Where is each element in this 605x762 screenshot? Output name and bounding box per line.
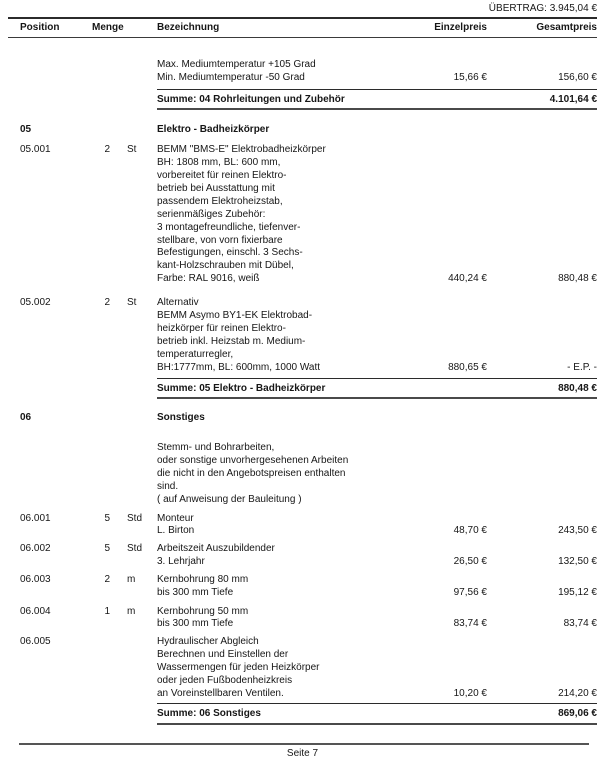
description-line: an Voreinstellbaren Ventilen. xyxy=(157,687,284,699)
total-price-cell: 243,50 € xyxy=(558,525,597,537)
position-cell xyxy=(20,442,92,507)
summary-total: 880,48 € xyxy=(558,382,597,394)
description-line: bis 300 mm Tiefe xyxy=(157,618,234,630)
spacer xyxy=(110,297,127,374)
column-header-bezeichnung: Bezeichnung xyxy=(157,22,220,33)
unit-cell xyxy=(127,124,157,137)
description-line: betrieb bei Ausstattung mit xyxy=(157,182,275,194)
section-row xyxy=(20,412,597,425)
position-cell: 05.001 xyxy=(20,144,51,156)
unit-cell: St xyxy=(127,297,137,309)
unit-cell xyxy=(127,59,157,85)
summary-total: 4.101,64 € xyxy=(549,93,597,105)
description-line: oder sonstige unvorhergesehenen Arbeiten xyxy=(157,454,349,466)
summary-label: Summe: 05 Elektro - Badheizkörper xyxy=(157,382,326,394)
quantity-cell xyxy=(92,636,110,701)
position-cell: 06.005 xyxy=(20,636,51,648)
unit-price-cell: 83,74 € xyxy=(453,618,487,630)
spacer xyxy=(110,144,127,286)
spacer xyxy=(110,59,127,85)
quantity-cell: 2 xyxy=(104,297,110,309)
description-line: bis 300 mm Tiefe xyxy=(157,587,234,599)
description-line: BEMM "BMS-E" Elektrobadheizkörper xyxy=(157,144,326,156)
quantity-cell: 2 xyxy=(104,144,110,156)
unit-cell: St xyxy=(127,144,137,156)
description-cell xyxy=(157,543,410,569)
description-cell xyxy=(157,442,410,507)
description-cell xyxy=(157,412,410,425)
total-price-cell: 214,20 € xyxy=(558,687,597,699)
description-line: die nicht in den Angebotspreisen enthalten xyxy=(157,467,346,479)
unit-cell: m xyxy=(127,605,136,617)
description-line: Wassermengen für jeden Heizkörper xyxy=(157,662,320,674)
spacer xyxy=(110,636,127,701)
total-price-cell: - E.P. - xyxy=(567,361,597,373)
position-cell: 06.003 xyxy=(20,574,51,586)
description-line: kant-Holzschrauben mit Dübel, xyxy=(157,260,294,272)
total-price-cell: 195,12 € xyxy=(558,587,597,599)
column-header-gesamtpreis: Gesamtpreis xyxy=(536,22,597,33)
section-row xyxy=(20,124,597,137)
total-price-cell: 132,50 € xyxy=(558,555,597,567)
unit-price-cell: 48,70 € xyxy=(453,525,487,537)
quantity-cell: 1 xyxy=(104,605,110,617)
unit-cell xyxy=(127,636,157,701)
quantity-cell: 5 xyxy=(104,512,110,524)
summary-row xyxy=(157,703,597,725)
note-row xyxy=(20,59,597,85)
spacer xyxy=(8,22,20,33)
position-cell: 05.002 xyxy=(20,297,51,309)
description-cell xyxy=(157,606,410,632)
description-line: BH: 1808 mm, BL: 600 mm, xyxy=(157,157,281,169)
spacer xyxy=(110,606,127,632)
description-cell xyxy=(157,574,410,600)
item-row xyxy=(20,297,597,374)
quantity-cell xyxy=(92,412,110,425)
column-headers-row xyxy=(8,19,597,37)
description-cell xyxy=(157,59,410,85)
description-line: stellbare, von vorn fixierbare xyxy=(157,234,283,246)
description-line: Min. Mediumtemperatur -50 Grad xyxy=(157,71,305,83)
position-cell: 06.002 xyxy=(20,542,51,554)
description-line: serienmäßiges Zubehör: xyxy=(157,208,266,220)
description-line: vorbereitet für reinen Elektro- xyxy=(157,170,287,182)
description-cell xyxy=(157,124,410,137)
table-header xyxy=(8,17,597,38)
description-line: passendem Elektroheizstab, xyxy=(157,195,283,207)
footer-divider xyxy=(19,743,589,745)
unit-price-cell: 10,20 € xyxy=(453,687,487,699)
description-line: Max. Mediumtemperatur +105 Grad xyxy=(157,59,316,70)
description-cell xyxy=(157,297,410,374)
position-cell: 06 xyxy=(20,412,32,424)
unit-cell: m xyxy=(127,574,136,586)
description-line: Hydraulischer Abgleich xyxy=(157,636,259,648)
spacer xyxy=(110,513,127,539)
description-cell xyxy=(157,144,410,286)
description-line: BEMM Asymo BY1-EK Elektrobad- xyxy=(157,310,313,322)
description-line: sind. xyxy=(157,480,179,492)
spacer xyxy=(110,412,127,425)
description-line: L. Birton xyxy=(157,525,195,537)
section-title: Elektro - Badheizkörper xyxy=(157,124,270,136)
description-line: oder jeden Fußbodenheizkreis xyxy=(157,675,293,687)
carryover-total: ÜBERTRAG: 3.945,04 € xyxy=(488,3,597,14)
description-cell xyxy=(157,636,410,701)
unit-price-cell: 15,66 € xyxy=(453,71,487,83)
total-price-cell: 156,60 € xyxy=(558,71,597,83)
quantity-cell: 2 xyxy=(104,574,110,586)
description-line: 3 montagefreundliche, tiefenver- xyxy=(157,221,301,233)
unit-cell: Std xyxy=(127,542,143,554)
item-row xyxy=(20,513,597,539)
quantity-cell xyxy=(92,442,110,507)
item-row xyxy=(20,636,597,701)
description-line: ( auf Anweisung der Bauleitung ) xyxy=(157,493,302,505)
unit-price-cell: 26,50 € xyxy=(453,555,487,567)
total-price-cell: 83,74 € xyxy=(563,618,597,630)
summary-total: 869,06 € xyxy=(558,708,597,720)
note-row xyxy=(20,442,597,507)
description-line: Stemm- und Bohrarbeiten, xyxy=(157,442,275,454)
summary-row xyxy=(157,378,597,400)
description-cell xyxy=(157,513,410,539)
item-row xyxy=(20,606,597,632)
position-cell: 06.004 xyxy=(20,605,51,617)
description-line: betrieb inkl. Heizstab m. Medium- xyxy=(157,335,306,347)
quantity-cell: 5 xyxy=(104,542,110,554)
spacer xyxy=(110,124,127,137)
description-line: heizkörper für reinen Elektro- xyxy=(157,323,286,334)
position-cell: 05 xyxy=(20,124,32,136)
total-price-cell: 880,48 € xyxy=(558,273,597,285)
unit-price-cell: 97,56 € xyxy=(453,587,487,599)
description-line: Arbeitszeit Auszubildender xyxy=(157,542,275,554)
column-header-position: Position xyxy=(20,22,60,33)
summary-label: Summe: 04 Rohrleitungen und Zubehör xyxy=(157,93,345,105)
description-line: temperaturregler, xyxy=(157,348,234,360)
description-line: Kernbohrung 50 mm xyxy=(157,605,249,617)
spacer xyxy=(110,442,127,507)
description-line: Kernbohrung 80 mm xyxy=(157,574,249,586)
quantity-cell xyxy=(92,124,110,137)
spacer xyxy=(110,543,127,569)
summary-label: Summe: 06 Sonstiges xyxy=(157,708,261,720)
column-header-einzelpreis: Einzelpreis xyxy=(434,22,487,33)
unit-price-cell: 880,65 € xyxy=(448,361,487,373)
description-line: Berechnen und Einstellen der xyxy=(157,649,289,661)
item-row xyxy=(20,543,597,569)
page-number: Seite 7 xyxy=(286,748,319,759)
description-line: BH:1777mm, BL: 600mm, 1000 Watt xyxy=(157,361,321,373)
unit-cell xyxy=(127,412,157,425)
spacer xyxy=(110,574,127,600)
item-row xyxy=(20,574,597,600)
column-header-menge: Menge xyxy=(92,22,124,33)
description-line: 3. Lehrjahr xyxy=(157,555,205,567)
item-row xyxy=(20,144,597,286)
unit-price-cell: 440,24 € xyxy=(448,273,487,285)
unit-cell xyxy=(127,442,157,507)
description-line: Befestigungen, einschl. 3 Sechs- xyxy=(157,247,303,259)
position-cell xyxy=(20,59,92,85)
summary-row xyxy=(157,89,597,111)
description-line: Alternativ xyxy=(157,297,199,309)
description-line: Farbe: RAL 9016, weiß xyxy=(157,273,260,285)
quantity-cell xyxy=(92,59,110,85)
description-line: Monteur xyxy=(157,512,194,524)
unit-cell: Std xyxy=(127,512,143,524)
position-cell: 06.001 xyxy=(20,512,51,524)
section-title: Sonstiges xyxy=(157,412,205,424)
table-body xyxy=(20,59,597,725)
